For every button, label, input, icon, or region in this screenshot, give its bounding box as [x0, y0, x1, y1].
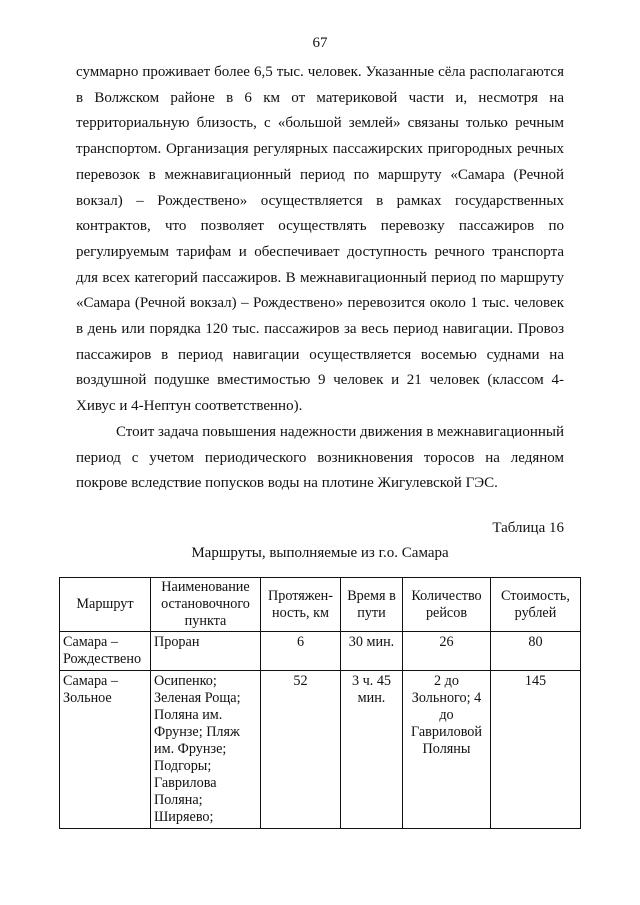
table-header-row [60, 578, 581, 632]
cell-trips: 2 до Зольного; 4 до Гавриловой Поляны [403, 671, 491, 829]
page-number: 67 [312, 35, 328, 51]
cell-length: 52 [261, 671, 341, 829]
table-row [60, 671, 581, 829]
table-row [60, 632, 581, 671]
cell-trips: 26 [403, 632, 491, 671]
table-title: Маршруты, выполняемые из г.о. Самара [191, 545, 449, 561]
cell-route: Самара – Зольное [60, 671, 151, 829]
paragraph: Стоит задача повышения надежности движения в межнавигационный период с учетом периодического возникновения торосов на ледяном покрове вследствие попусков воды на плотине Жигулевской ГЭС. [76, 423, 564, 492]
header-cost: Стоимость, рублей [491, 578, 581, 632]
header-stops: Наименование остановочного пункта [151, 578, 261, 632]
cell-stops: Проран [151, 632, 261, 671]
header-time: Время в пути [341, 578, 403, 632]
cell-cost: 80 [491, 632, 581, 671]
header-length: Протяжен-ность, км [261, 578, 341, 632]
routes-table [59, 577, 581, 829]
table-label: Таблица 16 [492, 520, 564, 536]
cell-time: 3 ч. 45 мин. [341, 671, 403, 829]
header-trips: Количество рейсов [403, 578, 491, 632]
cell-cost: 145 [491, 671, 581, 829]
cell-route: Самара – Рождествено [60, 632, 151, 671]
body-text [76, 60, 564, 497]
paragraph: суммарно проживает более 6,5 тыс. человек. Указанные сёла располагаются в Волжском районе в 6 км от материковой части и, несмотря на территориальную близость, с «большой землей» связаны только речным транспортом. Организация регулярных пассажирских пригородных речных перевозок в межнавигационный период по маршруту «Самара (Речной вокзал) – Рождествено» осуществляется в рамках государственных контрактов, что позволяет осуществлять перевозку пассажиров по регулируемым тарифам и обеспечивает доступность речного транспорта для всех категорий пассажиров. В межнавигационный период по маршруту «Самара (Речной вокзал) – Рождествено» перевозится около 1 тыс. человек в день или порядка 120 тыс. пассажиров за весь период навигации. Провоз пассажиров в период навигации осуществляется восемью суднами на воздушной подушке вместимостью 9 человек и 21 человек (классом 4-Хивус и 4-Нептун соответственно). [76, 64, 564, 415]
cell-time: 30 мин. [341, 632, 403, 671]
header-route: Маршрут [60, 578, 151, 632]
cell-stops: Осипенко; Зеленая Роща; Поляна им. Фрунзе; Пляж им. Фрунзе; Подгоры; Гаврилова Поляна; Ширяево; [151, 671, 261, 829]
cell-length: 6 [261, 632, 341, 671]
